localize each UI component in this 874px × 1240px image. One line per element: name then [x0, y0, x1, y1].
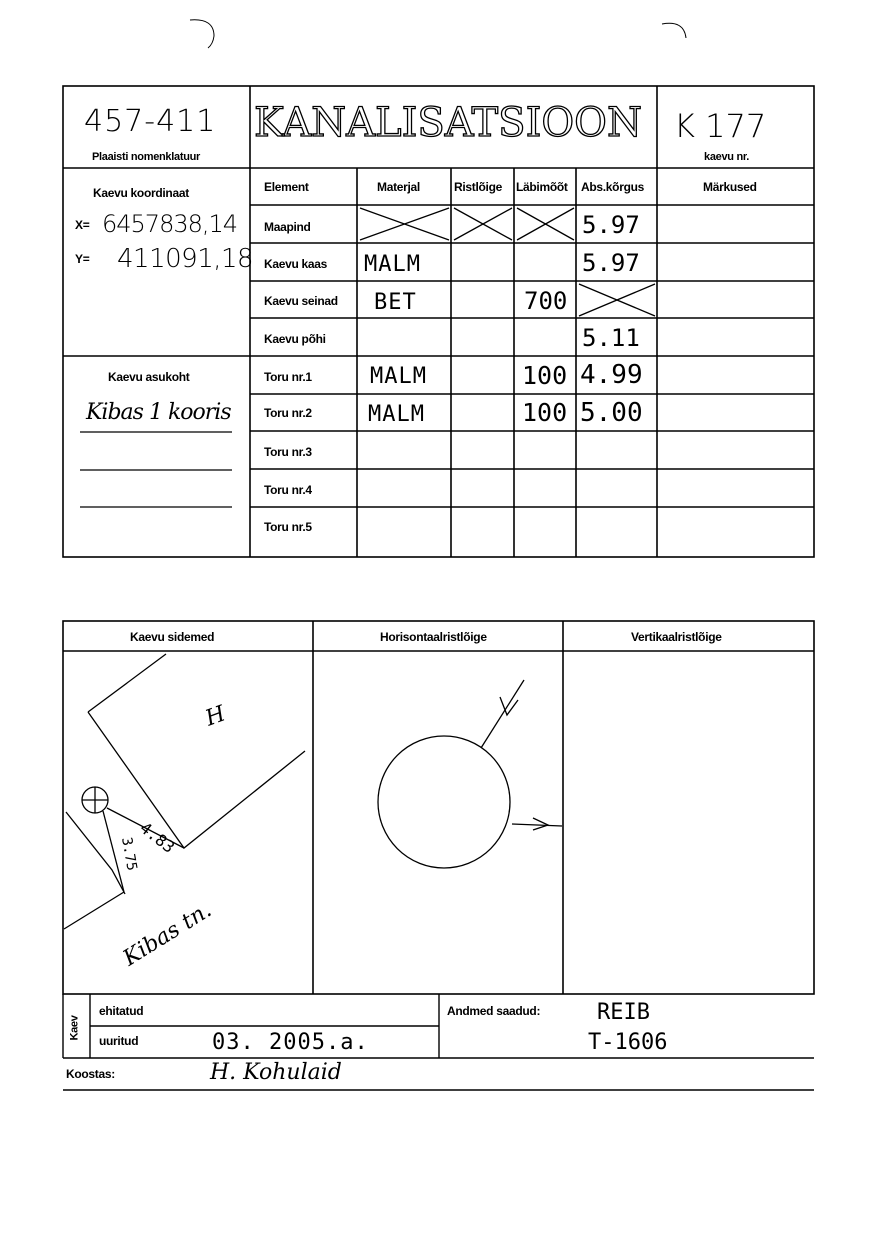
col-header-element: Element	[264, 180, 309, 194]
cell-diameter: 700	[524, 287, 568, 315]
row-element: Toru nr.5	[264, 520, 312, 534]
house-mark: H	[202, 701, 229, 732]
distance-label-1: 4.83	[136, 818, 179, 857]
cell-diameter: 100	[522, 361, 568, 390]
cell-abs-height: 5.11	[582, 324, 640, 352]
surveyed-value: 03. 2005.a.	[212, 1030, 369, 1055]
cell-material: MALM	[368, 402, 425, 427]
coord-x-label: X=	[75, 218, 90, 232]
coord-y-value: 411091,18	[117, 244, 254, 274]
row-element: Kaevu põhi	[264, 332, 326, 346]
map-sheet-value: 457-411	[84, 104, 217, 139]
coord-x-value: 6457838,14	[102, 210, 238, 238]
row-element: Kaevu seinad	[264, 294, 338, 308]
col-header-diameter: Läbimõõt	[516, 180, 568, 194]
sketch-col-horizontal-label: Horisontaalristlõige	[380, 630, 487, 644]
location-label: Kaevu asukoht	[108, 370, 190, 384]
cell-abs-height: 5.97	[582, 211, 640, 239]
distance-label-2: 3.75	[118, 836, 140, 872]
footer-side-label: Kaev	[68, 1015, 81, 1041]
col-header-abs-height: Abs.kõrgus	[581, 180, 645, 194]
sketch-col-vertical-label: Vertikaalristlõige	[631, 630, 722, 644]
built-label: ehitatud	[99, 1004, 144, 1018]
cell-diameter: 100	[522, 398, 568, 427]
coords-label: Kaevu koordinaat	[93, 186, 189, 200]
author-label: Koostas:	[66, 1067, 115, 1081]
map-sheet-label: Plaaisti nomenklatuur	[92, 151, 201, 163]
row-element: Kaevu kaas	[264, 257, 328, 271]
author-value: H. Kohulaid	[210, 1060, 342, 1085]
well-number-label: kaevu nr.	[704, 151, 749, 163]
sketch-col-connections-label: Kaevu sidemed	[130, 630, 215, 644]
cell-material: MALM	[370, 364, 427, 389]
data-source-label: Andmed saadud:	[447, 1004, 541, 1018]
cell-abs-height: 5.00	[580, 398, 643, 428]
street-label: Kibas tn.	[118, 897, 217, 972]
cell-abs-height: 4.99	[580, 360, 643, 390]
row-element: Toru nr.3	[264, 445, 312, 459]
surveyed-label: uuritud	[99, 1034, 139, 1048]
data-source-value-1: REIB	[597, 1000, 650, 1025]
cell-material: BET	[374, 290, 417, 315]
col-header-notes: Märkused	[703, 180, 757, 194]
row-element: Maapind	[264, 220, 311, 234]
row-element: Toru nr.2	[264, 406, 312, 420]
col-header-material: Materjal	[377, 180, 420, 194]
well-number-value: K 177	[674, 107, 767, 145]
cell-abs-height: 5.97	[582, 249, 640, 277]
col-header-cross-section: Ristlõige	[454, 180, 502, 194]
location-value: Kibas 1 kooris	[86, 400, 231, 425]
row-element: Toru nr.4	[264, 483, 312, 497]
data-source-value-2: T-1606	[588, 1030, 668, 1055]
coord-y-label: Y=	[75, 252, 90, 266]
cell-material: MALM	[364, 252, 421, 277]
page-title: KANALISATSIOON	[254, 100, 642, 146]
row-element: Toru nr.1	[264, 370, 312, 384]
